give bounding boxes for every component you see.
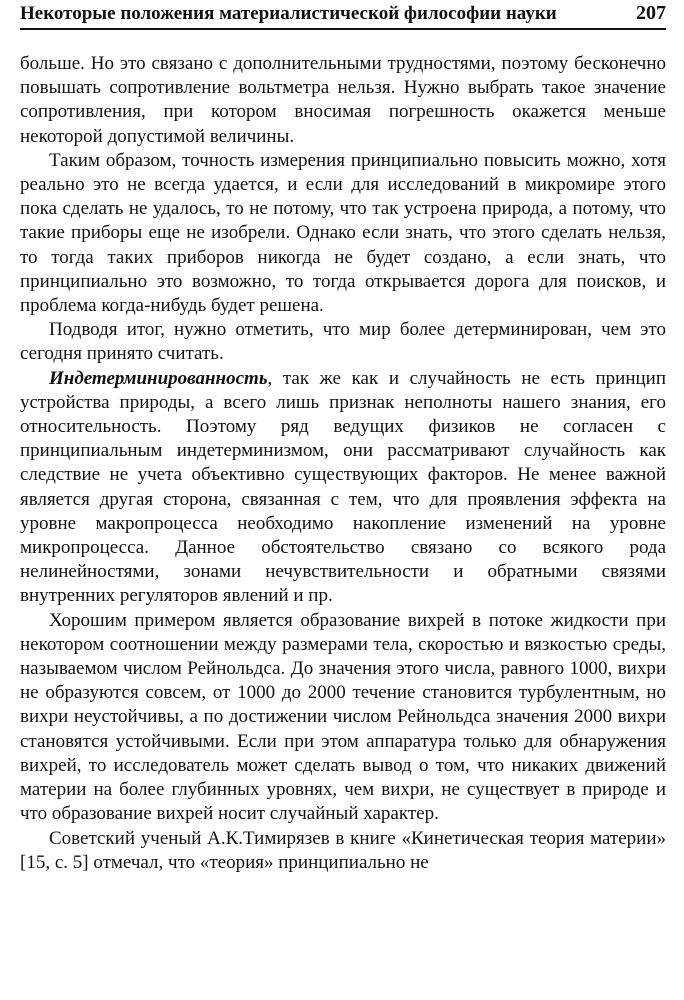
paragraph-reynolds-example: Хорошим примером является образование вихрей в потоке жидкости при некотором соотношении между размерами тела, скоростью и вязкостью среды, называемом числом Рейнольдса. До значения этого числа, равного 1000, вихри не образуются совсем, от 1000 до 2000 течение становится турбулентным, но вихри неустойчивы, а по достижении числом Рейнольдса значения 2000 вихри становятся устойчивыми. Если при этом аппаратура только для обнаружения вихрей, то исследователь может сделать вывод о том, что никаких движений материи на более глубинных уровнях, чем вихри, не существует в природе и что образование вихрей носит случайный характер. xyxy=(20,609,666,825)
body-text xyxy=(20,52,666,875)
running-title: Некоторые положения материалистической философии науки xyxy=(20,3,557,24)
paragraph-continuation: больше. Но это связано с дополнительными трудностями, поэтому бесконечно повышать сопротивление вольтметра нельзя. Нужно выбрать такое значение сопротивления, при котором вносимая погрешность окажется меньше некоторой допустимой величины. xyxy=(20,53,666,147)
page-number: 207 xyxy=(636,2,666,24)
paragraph-indeterminacy xyxy=(20,367,666,609)
paragraph-timiryazev: Советский ученый А.К.Тимирязев в книге «Кинетическая теория материи» [15, с. 5] отмечал, что «теория» принципиально не xyxy=(20,827,666,873)
term-indeterminacy: Индетерминированность xyxy=(49,367,268,389)
running-header xyxy=(20,0,666,30)
paragraph-indeterminacy-text: , так же как и случайность не есть принцип устройства природы, а всего лишь признак неполноты нашего знания, его относительность. Поэтому ряд ведущих физиков не согласен с принципиальным индетерминизмом, они рассматривают случайность как следствие не учета объективно существующих факторов. Не менее важной является другая сторона, связанная с тем, что для проявления эффекта на уровне макропроцесса необходимо накопление изменений на уровне микропроцесса. Данное обстоятельство связано со всякого рода нелинейностями, зонами нечувствительности и обратными связями внутренних регуляторов явлений и пр. xyxy=(20,367,666,607)
book-page xyxy=(20,0,666,1000)
paragraph-measurement-precision: Таким образом, точность измерения принципиально повысить можно, хотя реально это не всегда удается, и если для исследований в микромире этого пока сделать не удалось, то не потому, что так устроена природа, а потому, что такие приборы еще не изобрели. Однако если знать, что этого сделать нельзя, то тогда таких приборов никогда не будет создано, а если знать, что принципиально это возможно, то тогда открывается дорога для поисков, и проблема когда-нибудь будет решена. xyxy=(20,149,666,317)
paragraph-summary: Подводя итог, нужно отметить, что мир более детерминирован, чем это сегодня принято считать. xyxy=(20,319,666,365)
